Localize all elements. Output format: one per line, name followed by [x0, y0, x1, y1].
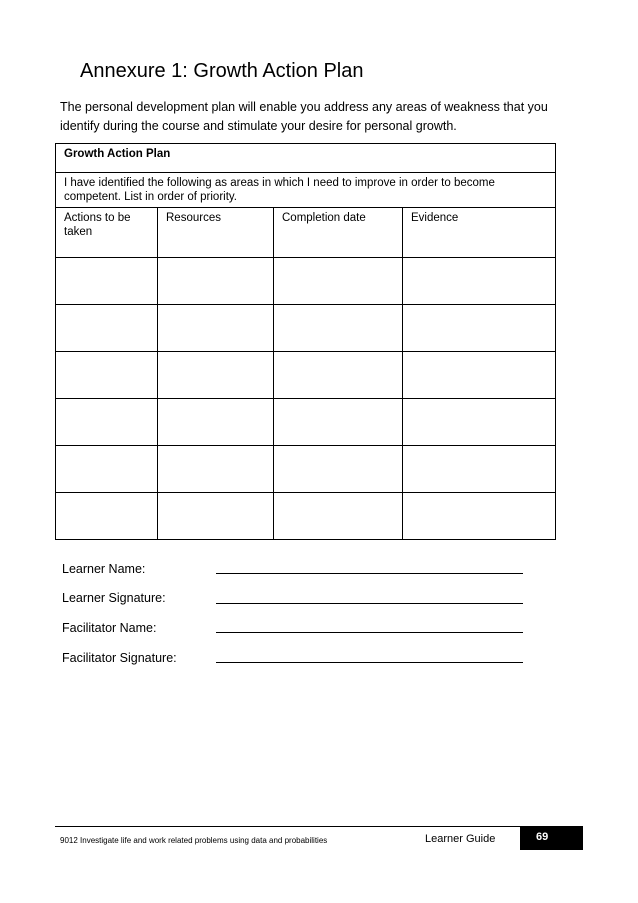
table-cell[interactable]: [403, 258, 556, 305]
growth-action-plan-table: [55, 143, 556, 540]
table-heading: Growth Action Plan: [56, 144, 556, 173]
learner-signature-label: Learner Signature:: [62, 591, 166, 605]
table-cell[interactable]: [274, 258, 403, 305]
table-row: [56, 493, 556, 540]
table-row: [56, 352, 556, 399]
column-header-evidence: Evidence: [403, 208, 556, 258]
facilitator-signature-label: Facilitator Signature:: [62, 651, 177, 665]
table-cell[interactable]: [56, 446, 158, 493]
table-row: [56, 446, 556, 493]
table-row: [56, 399, 556, 446]
table-column-header-row: [56, 208, 556, 258]
learner-name-line[interactable]: [216, 573, 523, 574]
footer-divider: [55, 826, 583, 827]
table-cell[interactable]: [158, 446, 274, 493]
table-cell[interactable]: [56, 305, 158, 352]
column-header-resources: Resources: [158, 208, 274, 258]
table-row: [56, 258, 556, 305]
table-cell[interactable]: [158, 352, 274, 399]
table-cell[interactable]: [403, 352, 556, 399]
table-cell[interactable]: [274, 399, 403, 446]
table-cell[interactable]: [274, 493, 403, 540]
intro-paragraph: The personal development plan will enable you address any areas of weakness that you identify during the course and stimulate your desire for personal growth.: [60, 100, 548, 133]
learner-name-label: Learner Name:: [62, 562, 146, 576]
page-title: Annexure 1: Growth Action Plan: [80, 60, 364, 82]
table-cell[interactable]: [158, 399, 274, 446]
table-heading-row: [56, 144, 556, 173]
table-cell[interactable]: [274, 446, 403, 493]
facilitator-signature-line[interactable]: [216, 662, 523, 663]
table-cell[interactable]: [403, 399, 556, 446]
table-cell[interactable]: [158, 258, 274, 305]
table-cell[interactable]: [403, 446, 556, 493]
table-cell[interactable]: [274, 305, 403, 352]
table-cell[interactable]: [56, 352, 158, 399]
table-note: I have identified the following as areas in which I need to improve in order to become competent. List in order of priority.: [56, 173, 556, 208]
table-cell[interactable]: [403, 493, 556, 540]
table-cell[interactable]: [403, 305, 556, 352]
facilitator-name-line[interactable]: [216, 632, 523, 633]
footer-guide-label: Learner Guide: [425, 833, 496, 845]
table-cell[interactable]: [274, 352, 403, 399]
table-cell[interactable]: [56, 493, 158, 540]
column-header-completion-date: Completion date: [274, 208, 403, 258]
column-header-actions: Actions to be taken: [56, 208, 158, 258]
footer-module-title: 9012 Investigate life and work related problems using data and probabilities: [60, 836, 328, 845]
table-cell[interactable]: [158, 305, 274, 352]
table-row: [56, 305, 556, 352]
facilitator-name-label: Facilitator Name:: [62, 621, 157, 635]
table-cell[interactable]: [158, 493, 274, 540]
page-number: 69: [520, 826, 583, 850]
table-cell[interactable]: [56, 258, 158, 305]
learner-signature-line[interactable]: [216, 603, 523, 604]
table-cell[interactable]: [56, 399, 158, 446]
table-note-row: [56, 173, 556, 208]
